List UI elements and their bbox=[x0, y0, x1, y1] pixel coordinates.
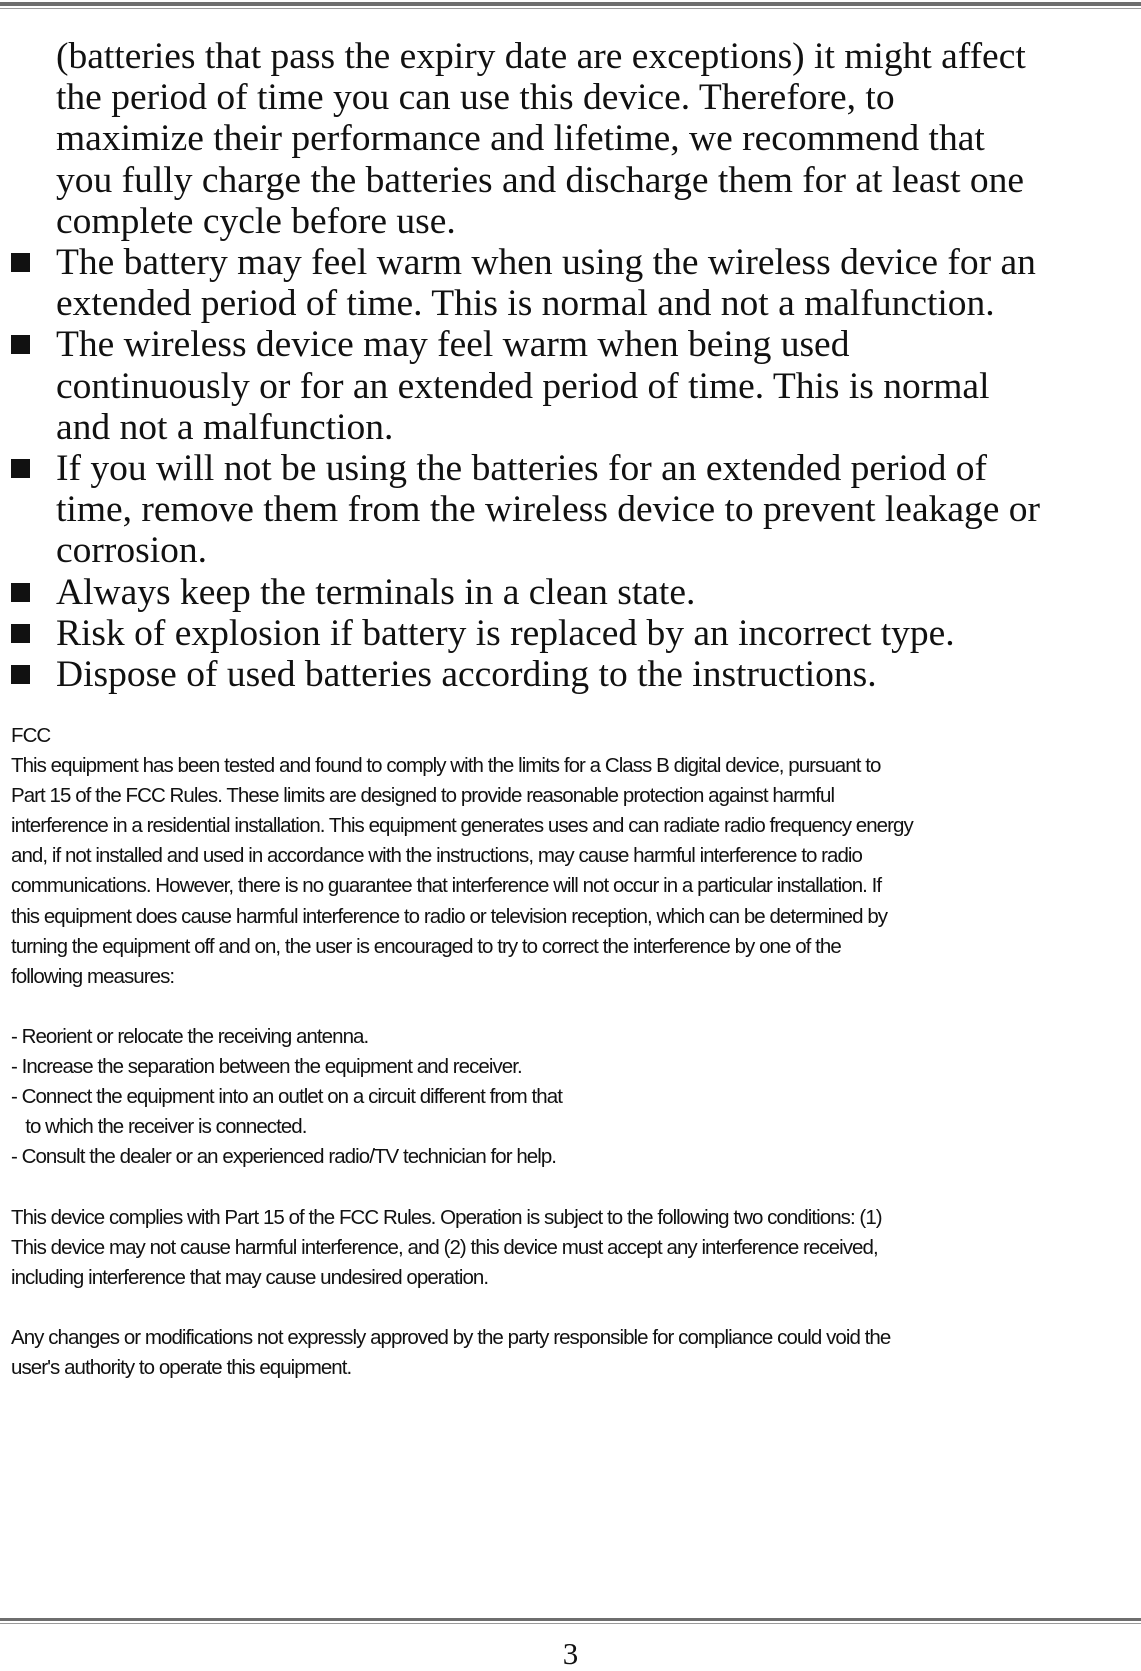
text-line: Any changes or modifications not expressly approved by the party responsible for compliance could void the bbox=[11, 1325, 891, 1349]
text-line: This equipment has been tested and found to comply with the limits for a Class B digital device, pursuant to bbox=[11, 754, 881, 778]
fcc-changes-paragraph bbox=[11, 1323, 1121, 1383]
paragraph-gap bbox=[11, 992, 1121, 1022]
text-line: This device may not cause harmful interference, and (2) this device must accept any interference received, bbox=[11, 1235, 878, 1259]
bullet-clean-terminals bbox=[0, 572, 1141, 613]
measure-item: - Connect the equipment into an outlet on a circuit different from that bbox=[11, 1085, 562, 1109]
text-line: (batteries that pass the expiry date are exceptions) it might affect bbox=[56, 36, 1026, 77]
square-bullet-icon bbox=[11, 624, 30, 643]
text-line: including interference that may cause undesired operation. bbox=[11, 1265, 489, 1289]
text-line: this equipment does cause harmful interference to radio or television reception, which can be determined by bbox=[11, 904, 888, 928]
bottom-rule-thin bbox=[0, 1623, 1141, 1624]
top-rule-thin bbox=[0, 8, 1141, 9]
continued-paragraph bbox=[0, 36, 1141, 242]
battery-bullet-list bbox=[0, 242, 1141, 695]
text-line: the period of time you can use this device. Therefore, to bbox=[56, 77, 895, 119]
text-line: turning the equipment off and on, the user is encouraged to try to correct the interference by one of the bbox=[11, 934, 841, 958]
measure-item: - Reorient or relocate the receiving antenna. bbox=[11, 1024, 369, 1048]
square-bullet-icon bbox=[11, 665, 30, 684]
paragraph-gap bbox=[11, 1172, 1121, 1202]
text-line: Dispose of used batteries according to the instructions. bbox=[56, 654, 877, 696]
text-line: This device complies with Part 15 of the FCC Rules. Operation is subject to the following two conditions: (1) bbox=[11, 1205, 882, 1229]
fcc-measures-list bbox=[11, 1022, 1121, 1172]
bullet-remove-batteries bbox=[0, 448, 1141, 572]
paragraph-gap bbox=[11, 1293, 1121, 1323]
page-number: 3 bbox=[562, 1636, 579, 1671]
square-bullet-icon bbox=[11, 335, 30, 354]
measure-item: to which the receiver is connected. bbox=[11, 1115, 307, 1139]
text-line: complete cycle before use. bbox=[56, 200, 456, 242]
text-line: time, remove them from the wireless device to prevent leakage or bbox=[56, 489, 1040, 531]
text-line: extended period of time. This is normal and not a malfunction. bbox=[56, 283, 995, 325]
text-line: user's authority to operate this equipment. bbox=[11, 1355, 352, 1379]
bullet-warm-battery bbox=[0, 242, 1141, 324]
text-line: following measures: bbox=[11, 964, 175, 988]
text-line: The wireless device may feel warm when being used bbox=[56, 324, 850, 366]
text-line: Part 15 of the FCC Rules. These limits are designed to provide reasonable protection against harmful bbox=[11, 784, 835, 808]
text-line: interference in a residential installation. This equipment generates uses and can radiate radio frequency energy bbox=[11, 814, 913, 838]
square-bullet-icon bbox=[11, 253, 30, 272]
text-line: you fully charge the batteries and discharge them for at least one bbox=[56, 159, 1025, 201]
text-line: Risk of explosion if battery is replaced by an incorrect type. bbox=[56, 612, 955, 654]
top-rule bbox=[0, 2, 1141, 6]
text-line: Always keep the terminals in a clean state. bbox=[56, 571, 696, 613]
bullet-dispose-batteries bbox=[0, 654, 1141, 695]
bullet-explosion-risk bbox=[0, 613, 1141, 654]
text-line: and, if not installed and used in accordance with the instructions, may cause harmful interference to radio bbox=[11, 844, 862, 868]
measure-item: - Consult the dealer or an experienced radio/TV technician for help. bbox=[11, 1145, 557, 1169]
text-line: If you will not be using the batteries for an extended period of bbox=[56, 448, 987, 490]
measure-item: - Increase the separation between the equipment and receiver. bbox=[11, 1055, 522, 1079]
battery-precautions bbox=[0, 36, 1141, 695]
text-line: corrosion. bbox=[56, 530, 208, 572]
fcc-statement bbox=[11, 721, 1121, 1383]
text-line: The battery may feel warm when using the wireless device for an bbox=[56, 242, 1036, 284]
fcc-compliance-paragraph bbox=[11, 1203, 1121, 1293]
bullet-warm-device bbox=[0, 324, 1141, 448]
text-line: communications. However, there is no guarantee that interference will not occur in a particular installation. If bbox=[11, 874, 882, 898]
bottom-rule bbox=[0, 1618, 1141, 1621]
fcc-heading: FCC bbox=[11, 724, 51, 747]
text-line: and not a malfunction. bbox=[56, 406, 394, 448]
square-bullet-icon bbox=[11, 583, 30, 602]
square-bullet-icon bbox=[11, 459, 30, 478]
text-line: continuously or for an extended period of time. This is normal bbox=[56, 365, 990, 407]
text-line: maximize their performance and lifetime, we recommend that bbox=[56, 118, 985, 160]
fcc-intro-paragraph bbox=[11, 751, 1121, 992]
